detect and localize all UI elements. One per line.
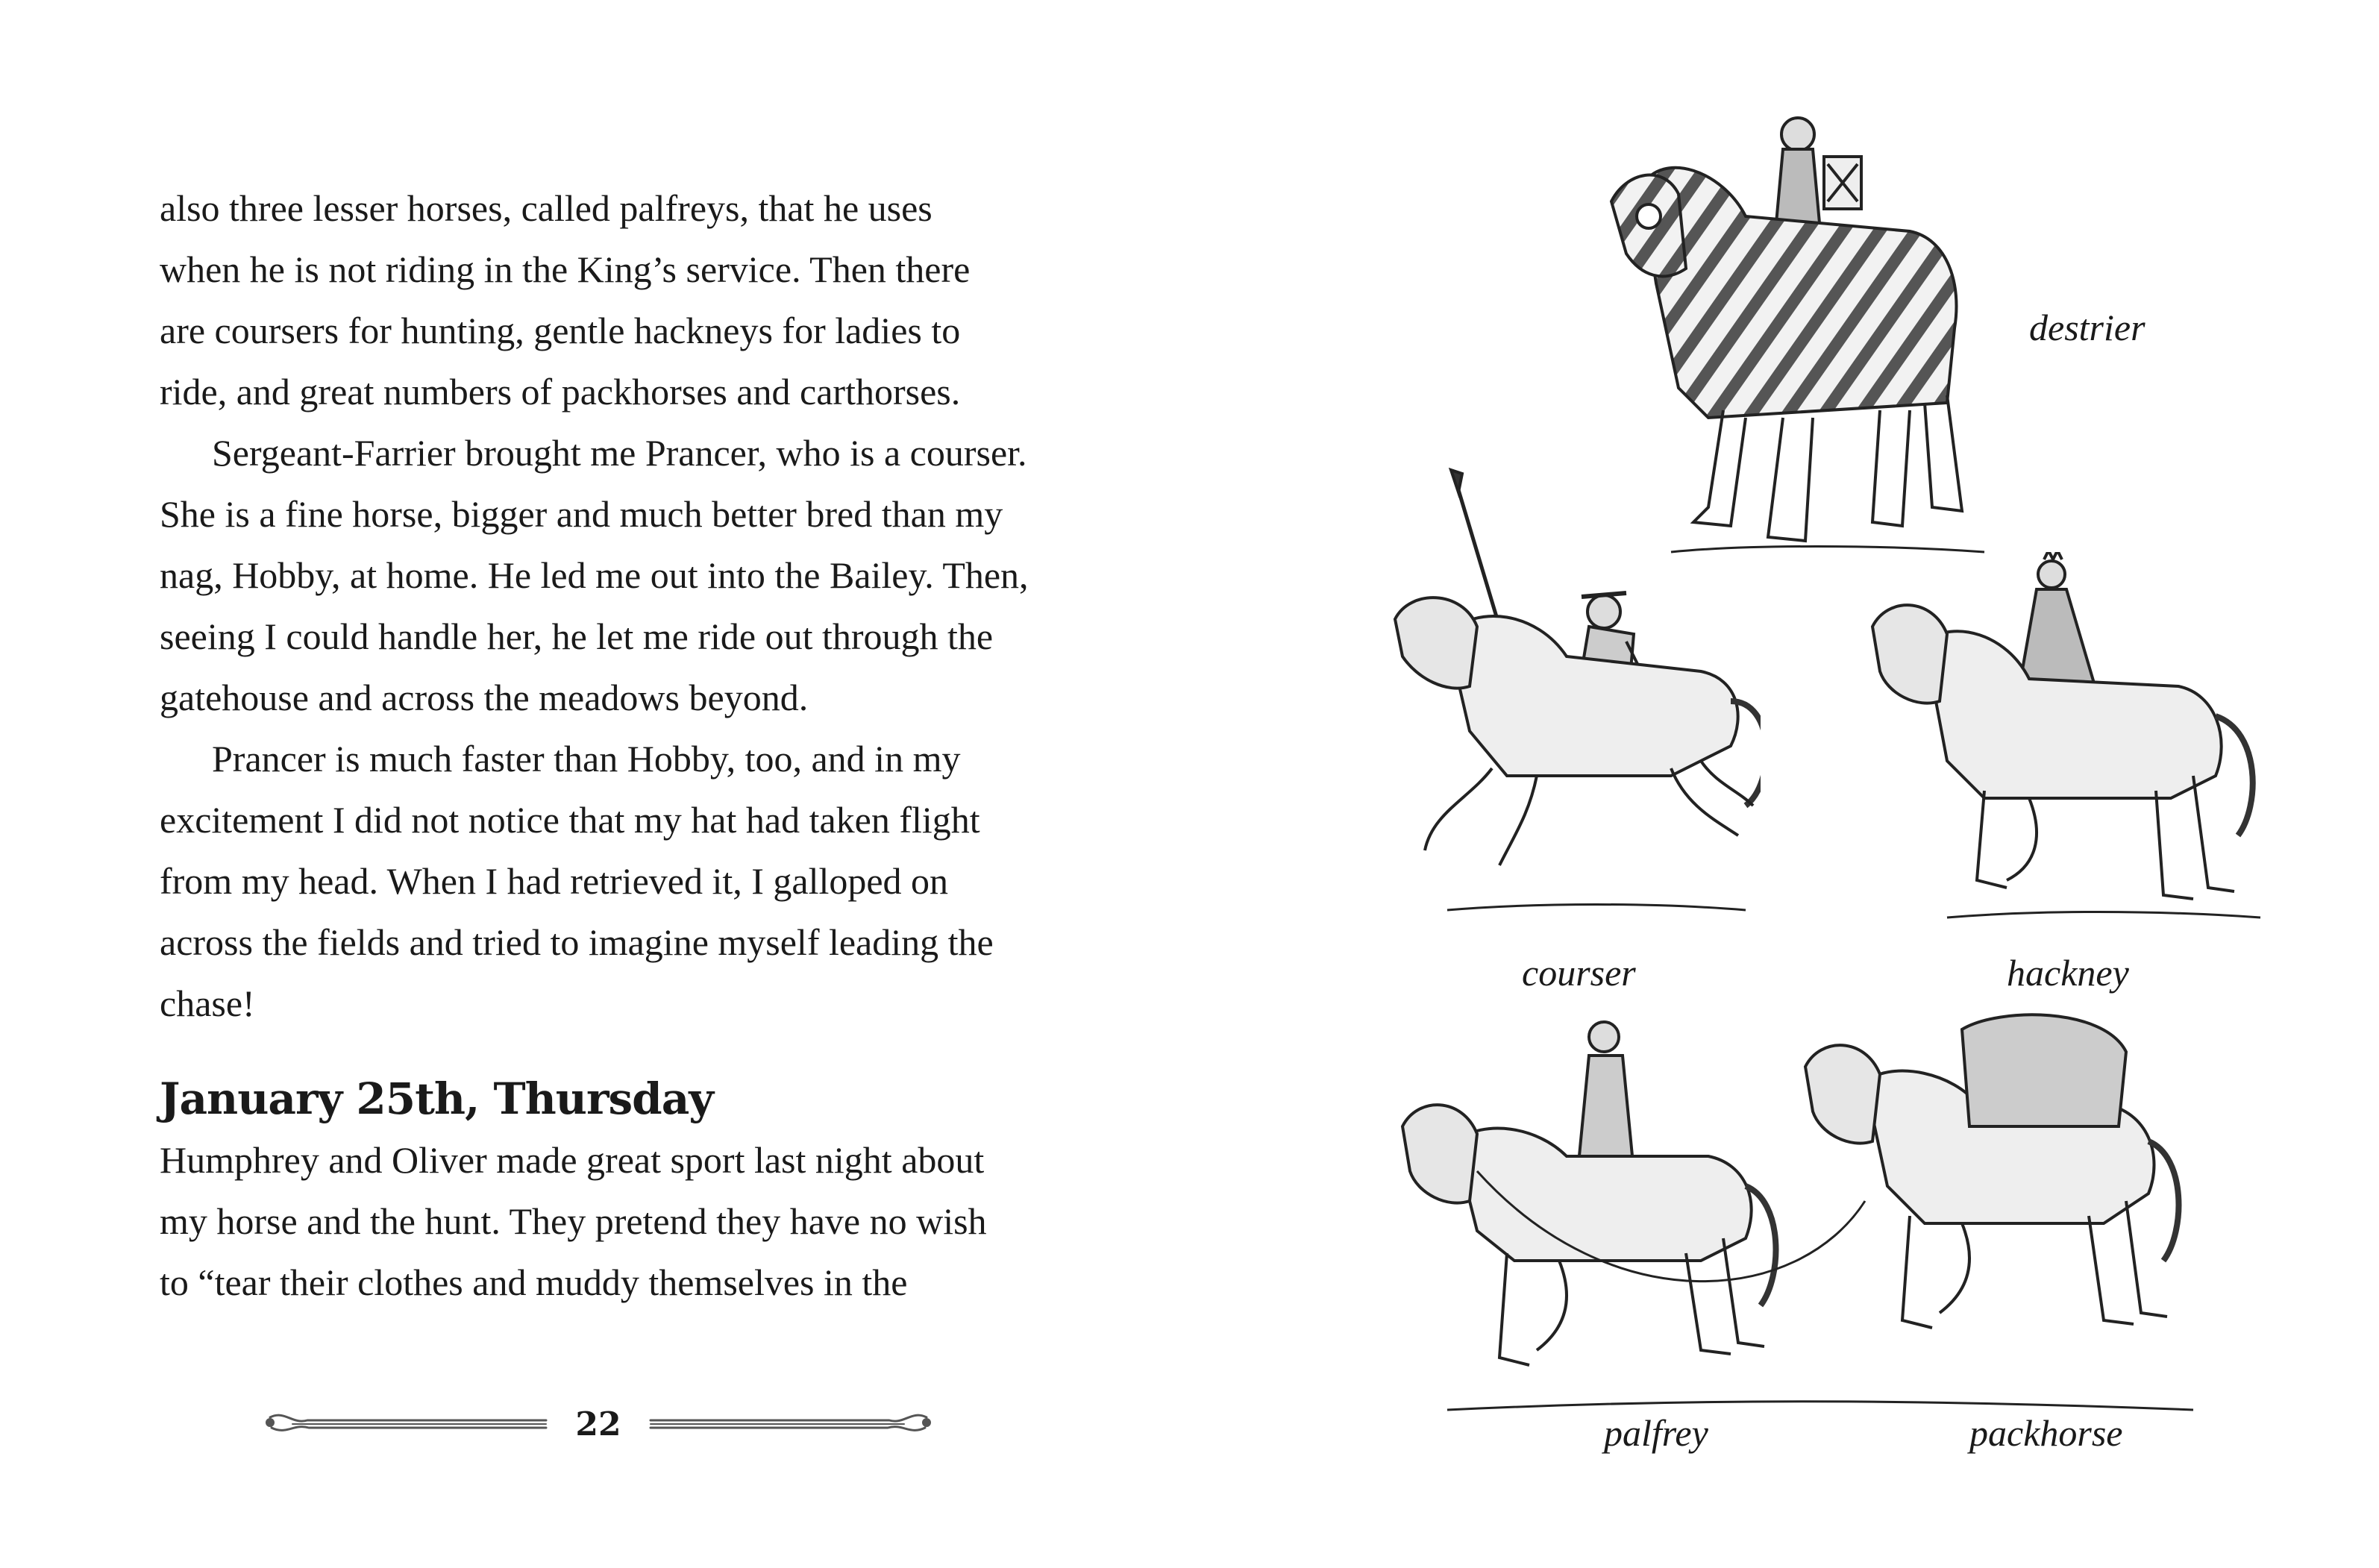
hackney-illustration [1858, 552, 2275, 940]
entry-paragraph: Humphrey and Oliver made great sport last night about my horse and the hunt. They pretend they have no wish to “tear their clothes and muddy themselves in the [160, 1139, 987, 1303]
courser-illustration [1388, 462, 1761, 940]
caption-hackney: hackney [2007, 952, 2129, 994]
paragraph-3: Prancer is much faster than Hobby, too, and in my excitement I did not notice that my hat had taken flight from my head. When I had retrieved it, I galloped on across the fields and tried to imagine myself leading the chase! [160, 738, 994, 1024]
diary-entry-heading: January 25th, Thursday [160, 1073, 713, 1124]
page-footer [263, 1402, 934, 1447]
left-page-text [160, 178, 1040, 1313]
palfrey-packhorse-illustration [1388, 1007, 2208, 1425]
paragraph-1: also three lesser horses, called palfreys, that he uses when he is not riding in the King’s service. Then there are coursers for hunting, gentle hackneys for ladies to ride, and great numbers of packhorses and carthorses. [160, 187, 971, 413]
caption-palfrey: palfrey [1604, 1412, 1708, 1454]
paragraph-2: Sergeant-Farrier brought me Prancer, who is a courser. She is a fine horse, bigger and much better bred than my nag, Hobby, at home. He led me out into the Bailey. Then, seeing I could handle her, he let me ride out through the gatehouse and across the meadows beyond. [160, 432, 1029, 718]
caption-courser: courser [1522, 952, 1636, 994]
caption-destrier: destrier [2029, 307, 2146, 348]
caption-packhorse: packhorse [1969, 1412, 2123, 1454]
page-number: 22 [575, 1405, 621, 1443]
